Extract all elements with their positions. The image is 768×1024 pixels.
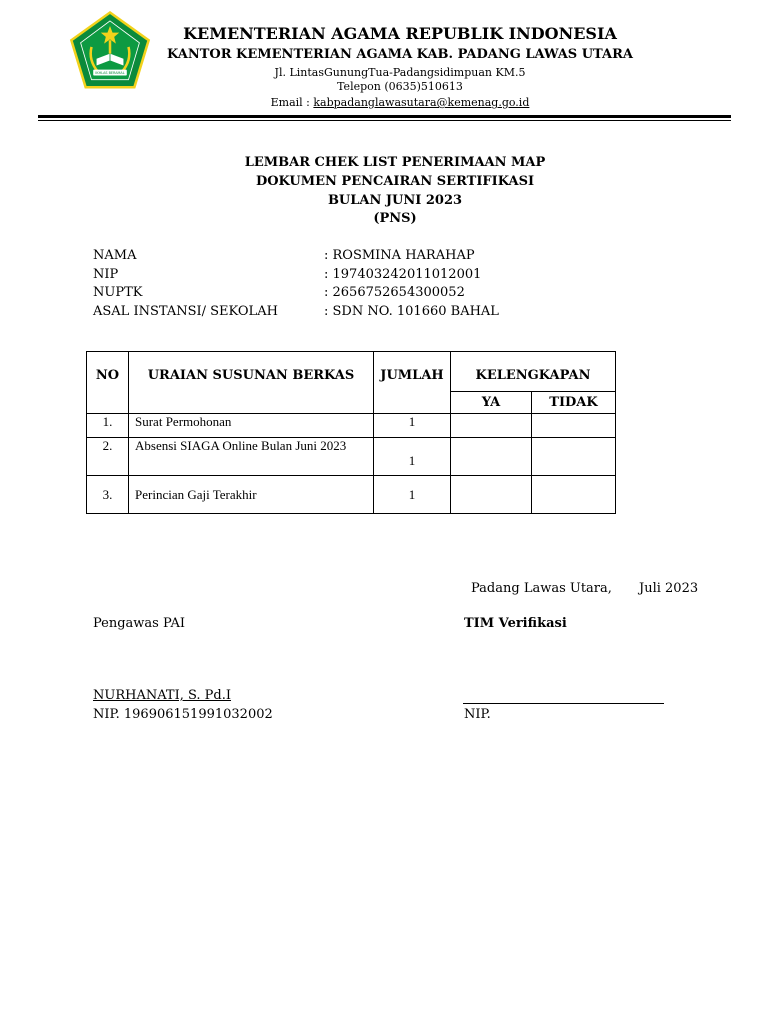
identity-row-nama [93, 248, 653, 267]
left-signer-role: Pengawas PAI [93, 616, 186, 631]
doc-title-line-2: DOKUMEN PENCAIRAN SERTIFIKASI [255, 174, 535, 189]
institution-title: KEMENTERIAN AGAMA REPUBLIK INDONESIA [183, 24, 617, 43]
row-uraian: Perincian Gaji Terakhir [129, 476, 374, 514]
header-uraian: URAIAN SUSUNAN BERKAS [129, 352, 374, 414]
row-no: 3. [87, 476, 129, 514]
identity-label: NIP [93, 267, 119, 282]
office-subtitle: KANTOR KEMENTERIAN AGAMA KAB. PADANG LAWAS UTARA [166, 47, 633, 62]
signing-place: Padang Lawas Utara, [471, 581, 612, 596]
letterhead-divider-thin [38, 120, 731, 121]
header-jumlah: JUMLAH [374, 352, 451, 414]
identity-value: : SDN NO. 101660 BAHAL [324, 304, 499, 319]
header-tidak: TIDAK [532, 392, 616, 414]
left-signer-name: NURHANATI, S. Pd.I [93, 688, 232, 703]
identity-label: NAMA [93, 248, 137, 263]
row-jumlah: 1 [374, 438, 451, 476]
table-row [87, 438, 616, 476]
checklist-table [86, 351, 616, 514]
letterhead-divider-thick [38, 115, 731, 118]
row-uraian: Absensi SIAGA Online Bulan Juni 2023 [129, 438, 374, 476]
row-ya-cell[interactable] [451, 414, 532, 438]
row-tidak-cell[interactable] [532, 414, 616, 438]
header-ya: YA [451, 392, 532, 414]
row-tidak-cell[interactable] [532, 476, 616, 514]
right-signer-nip: NIP. [464, 707, 491, 722]
email-link[interactable]: kabpadanglawasutara@kemenag.go.id [313, 96, 530, 109]
row-ya-cell[interactable] [451, 476, 532, 514]
row-no: 2. [87, 438, 129, 476]
row-uraian: Surat Permohonan [129, 414, 374, 438]
row-ya-cell[interactable] [451, 438, 532, 476]
identity-row-nuptk [93, 285, 653, 304]
email-label: Email : [270, 96, 314, 109]
office-email-line [160, 96, 640, 109]
identity-label: ASAL INSTANSI/ SEKOLAH [93, 304, 278, 319]
doc-title-line-1: LEMBAR CHEK LIST PENERIMAAN MAP [244, 155, 546, 170]
identity-label: NUPTK [93, 285, 143, 300]
identity-row-nip [93, 267, 653, 286]
right-signature-line [463, 703, 664, 704]
table-row [87, 476, 616, 514]
signing-date: Juli 2023 [639, 581, 699, 596]
row-no: 1. [87, 414, 129, 438]
table-header-row [87, 352, 616, 392]
identity-value: : 197403242011012001 [324, 267, 482, 282]
kementerian-agama-logo-icon [68, 10, 152, 94]
header-no: NO [87, 352, 129, 414]
header-kelengkapan: KELENGKAPAN [451, 352, 616, 392]
identity-value: : 2656752654300052 [324, 285, 465, 300]
row-jumlah: 1 [374, 476, 451, 514]
right-signer-role: TIM Verifikasi [464, 616, 567, 631]
office-address: Jl. LintasGunungTua-Padangsidimpuan KM.5 [274, 66, 526, 79]
row-jumlah: 1 [374, 414, 451, 438]
identity-row-instansi [93, 304, 653, 323]
table-row [87, 414, 616, 438]
doc-title-line-3: BULAN JUNI 2023 [327, 193, 463, 208]
identity-value: : ROSMINA HARAHAP [324, 248, 475, 263]
doc-title-line-4: (PNS) [373, 211, 417, 226]
logo-caption: IKHLAS BERAMAL [95, 71, 125, 76]
office-phone: Telepon (0635)510613 [337, 80, 463, 93]
row-tidak-cell[interactable] [532, 438, 616, 476]
left-signer-nip: NIP. 196906151991032002 [93, 707, 273, 722]
